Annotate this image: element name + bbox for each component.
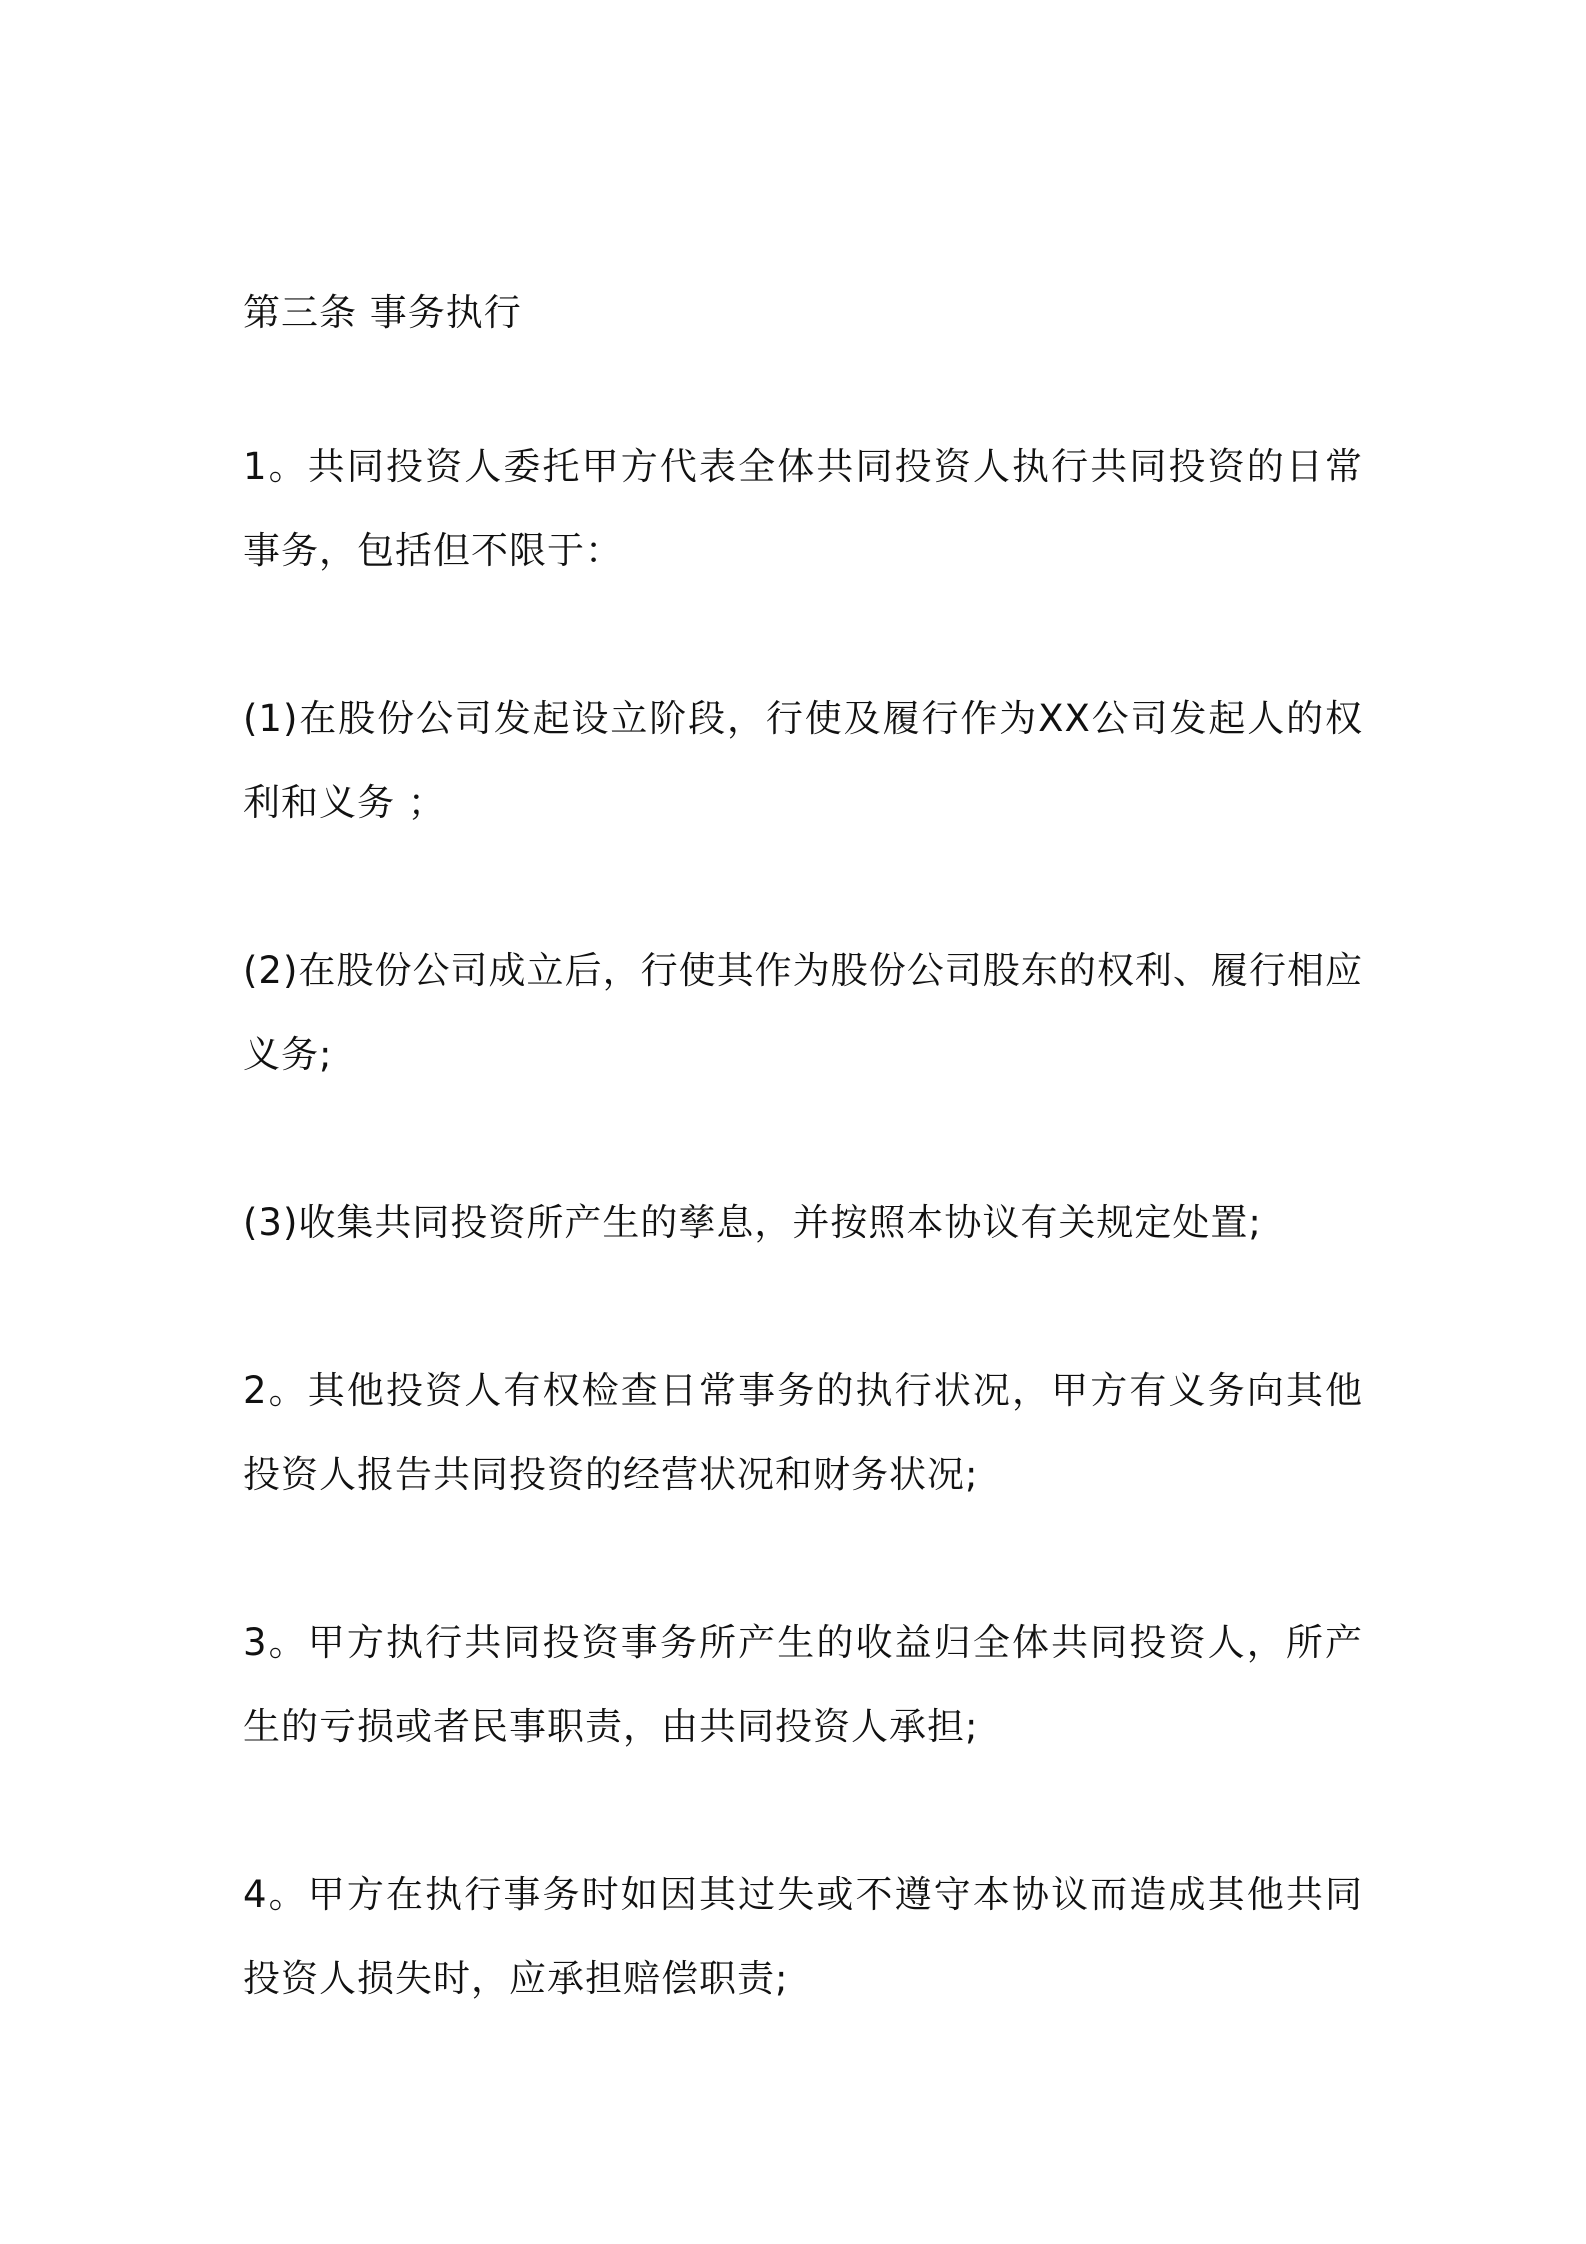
paragraph-4: 4。甲方在执行事务时如因其过失或不遵守本协议而造成其他共同投资人损失时，应承担赔偿职责; <box>243 1873 1363 2000</box>
paragraph-1: 1。共同投资人委托甲方代表全体共同投资人执行共同投资的日常事务，包括但不限于： <box>243 445 1363 572</box>
paragraph-1-3: (3)收集共同投资所产生的孳息，并按照本协议有关规定处置; <box>243 1201 1262 1244</box>
paragraph-2: 2。其他投资人有权检查日常事务的执行状况，甲方有义务向其他投资人报告共同投资的经营状况和财务状况; <box>243 1369 1363 1496</box>
paragraph-1-1: (1)在股份公司发起设立阶段，行使及履行作为XX公司发起人的权利和义务 ； <box>243 697 1363 824</box>
paragraph-3: 3。甲方执行共同投资事务所产生的收益归全体共同投资人，所产生的亏损或者民事职责，由共同投资人承担; <box>243 1621 1363 1748</box>
paragraph-1-2: (2)在股份公司成立后，行使其作为股份公司股东的权利、履行相应义务; <box>243 949 1363 1076</box>
section-title: 第三条 事务执行 <box>243 291 522 334</box>
document-body <box>243 283 1363 2105</box>
